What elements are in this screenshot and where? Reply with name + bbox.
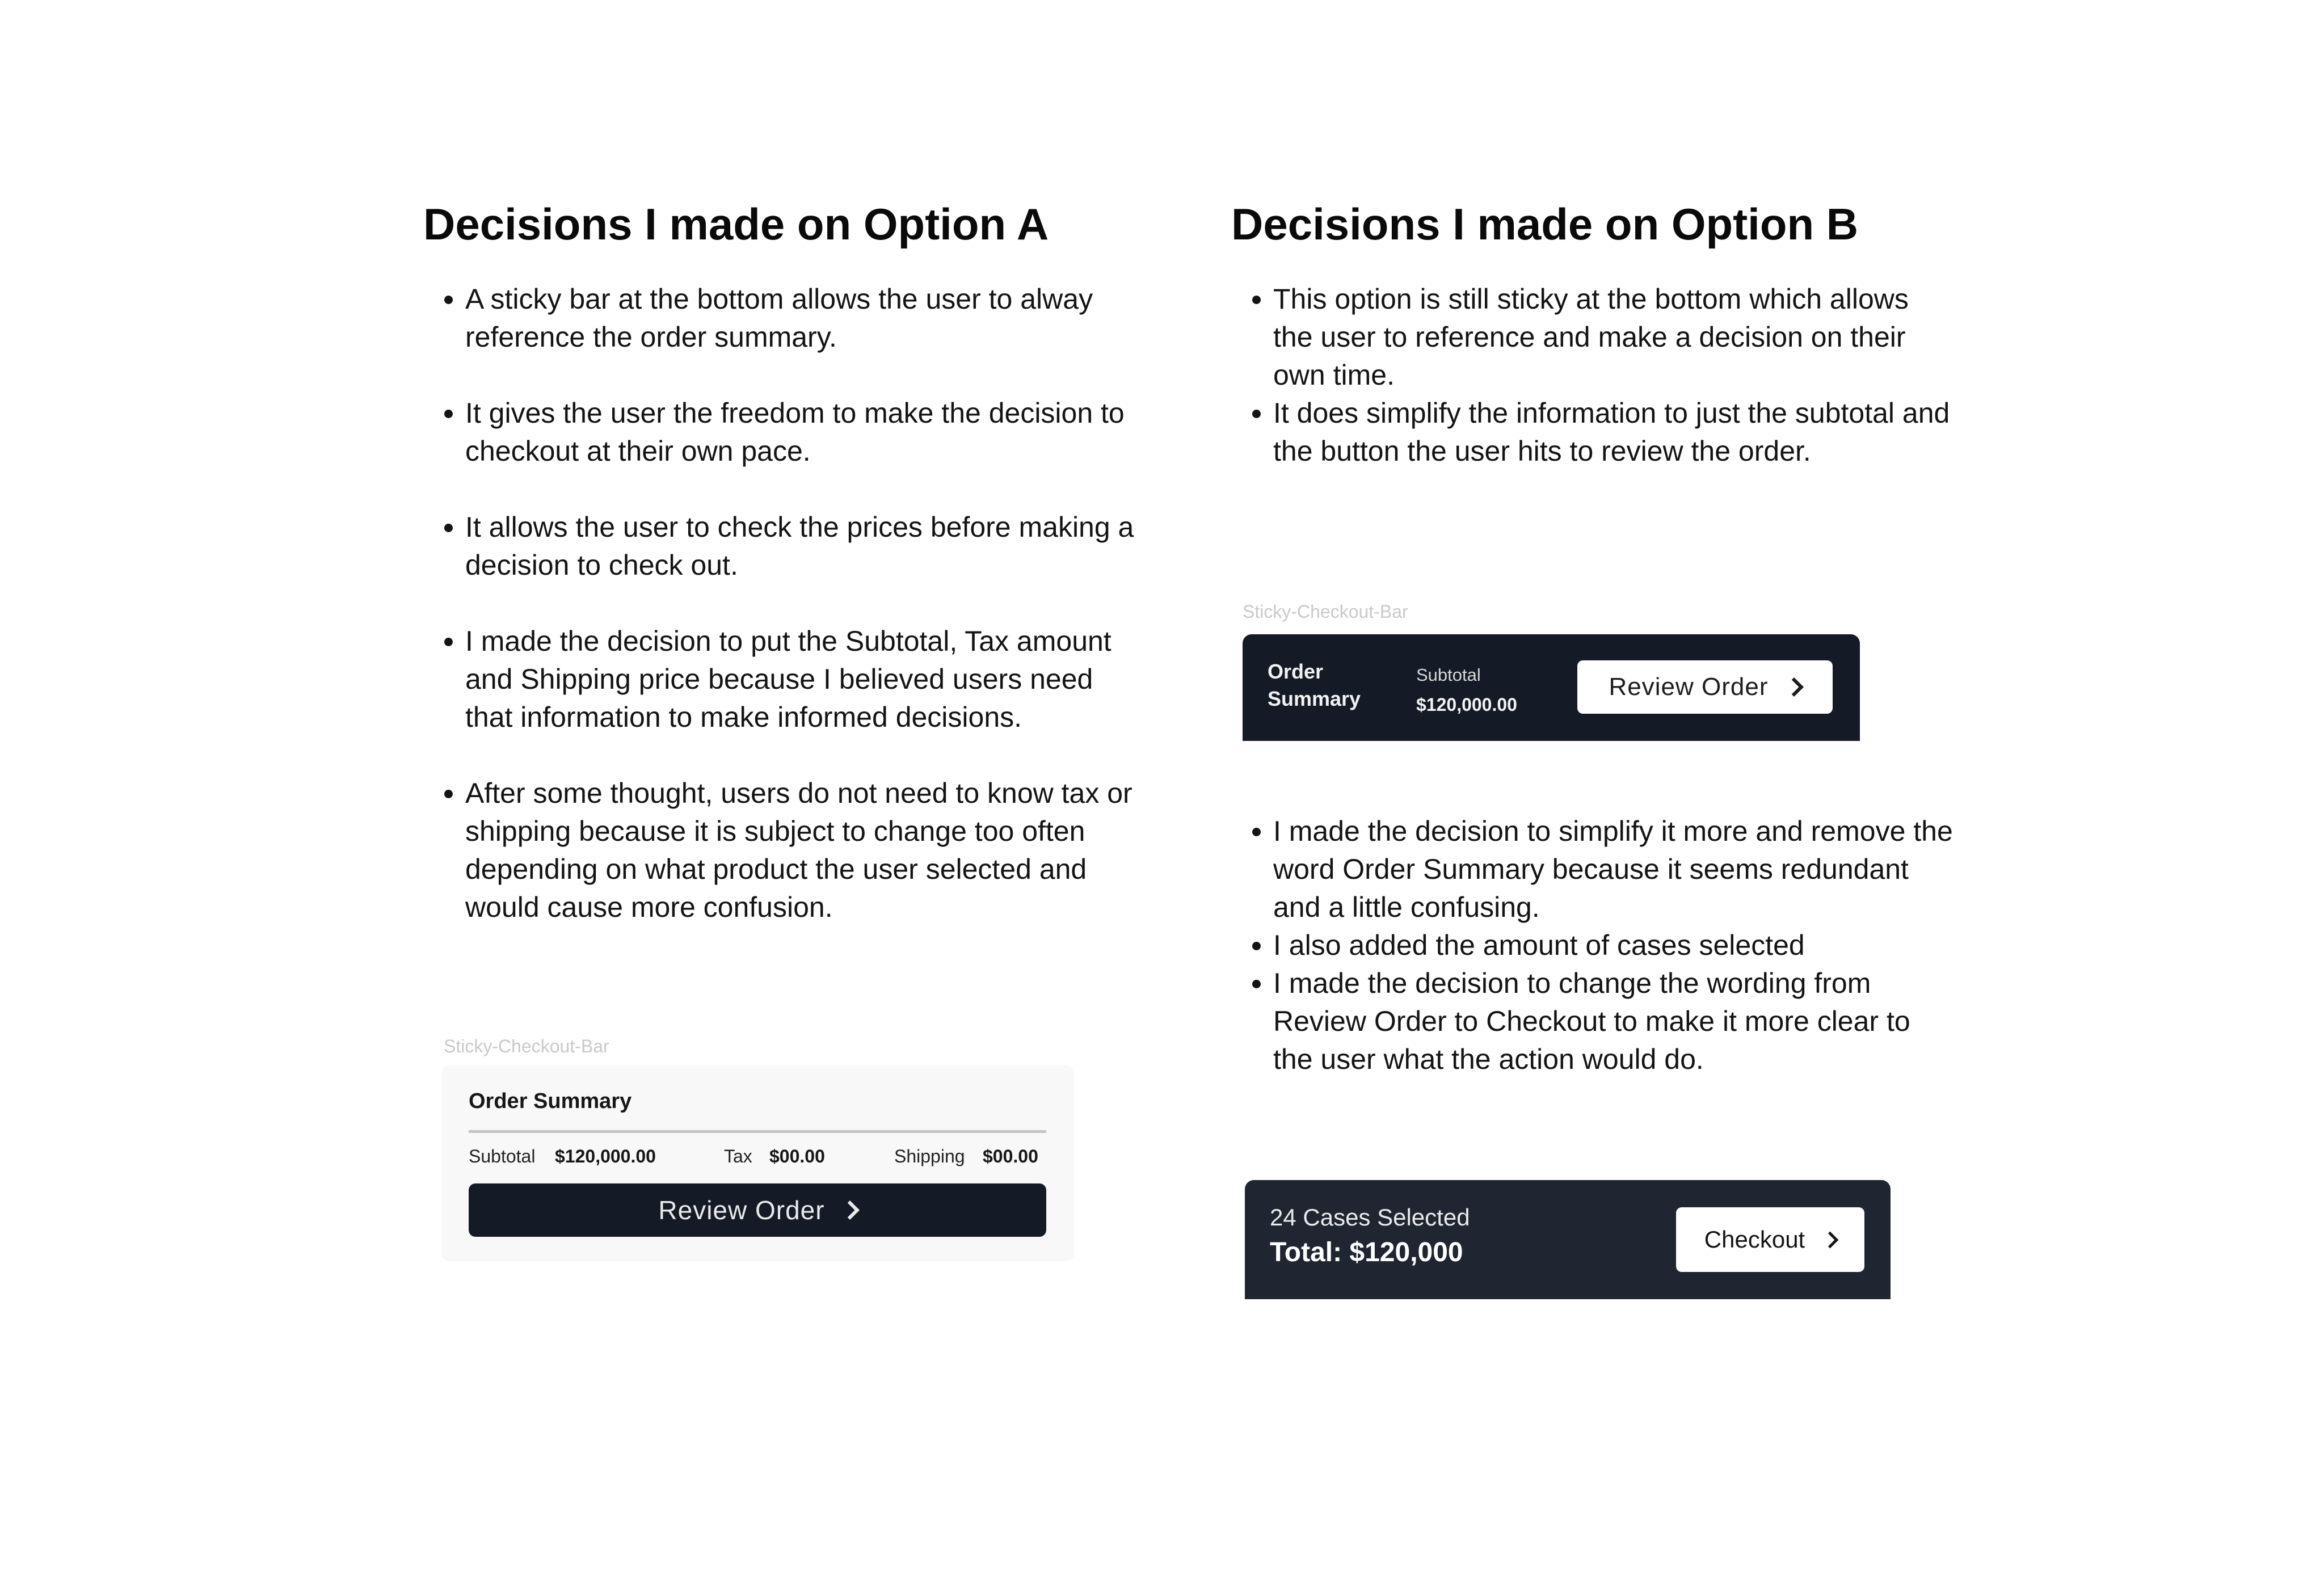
- list-item: • It does simplify the information to just the subtotal and the button the user hits to review the order.: [1273, 394, 1954, 470]
- list-item: • This option is still sticky at the bottom which allows the user to reference and make a decision on their own time.: [1273, 280, 1954, 394]
- list-item: • I made the decision to simplify it more and remove the word Order Summary because it seems redundant and a little confusing.: [1273, 812, 1954, 926]
- subtotal-label: Subtotal: [469, 1146, 536, 1166]
- review-order-button-label: Review Order: [658, 1195, 825, 1225]
- list-item: • It gives the user the freedom to make the decision to checkout at their own pace.: [465, 394, 1135, 470]
- list-item: • After some thought, users do not need to know tax or shipping because it is subject to change too often depending on what product the user selected and would cause more confusion.: [465, 774, 1135, 926]
- order-summary-title: [1268, 658, 1361, 713]
- order-summary-line2: Summary: [1268, 687, 1361, 710]
- review-order-button[interactable]: [1577, 660, 1833, 714]
- chevron-right-icon: [1822, 1231, 1839, 1248]
- list-item: • It allows the user to check the prices before making a decision to check out.: [465, 508, 1135, 584]
- tax-label: Tax: [724, 1146, 752, 1166]
- list-item: • I also added the amount of cases selected: [1273, 926, 1954, 964]
- option-a-sticky-checkout-bar: [441, 1065, 1074, 1261]
- subtotal-label: Subtotal: [1416, 665, 1481, 685]
- shipping-label: Shipping: [894, 1146, 965, 1166]
- checkout-button[interactable]: [1676, 1207, 1864, 1272]
- option-b-bullet-list-bottom: [1232, 812, 1954, 1079]
- list-item: • I made the decision to change the wording from Review Order to Checkout to make it more clear to the user what the action would do.: [1273, 964, 1954, 1079]
- list-item: • I made the decision to put the Subtotal, Tax amount and Shipping price because I believed users need that information to make informed decisions.: [465, 622, 1135, 736]
- order-summary-title: Order Summary: [469, 1089, 632, 1113]
- order-summary-line1: Order: [1268, 660, 1324, 683]
- chevron-right-icon: [1785, 677, 1804, 697]
- option-a-bullet-list: [424, 280, 1135, 926]
- review-order-button[interactable]: [469, 1183, 1046, 1237]
- subtotal-value: $120,000.00: [555, 1146, 656, 1166]
- option-b-checkout-bar: [1245, 1180, 1891, 1299]
- option-b-heading: Decisions I made on Option B: [1231, 199, 1859, 249]
- divider: [469, 1130, 1046, 1133]
- checkout-button-label: Checkout: [1704, 1226, 1805, 1253]
- chevron-right-icon: [840, 1200, 860, 1220]
- option-b-sticky-checkout-bar: [1243, 634, 1860, 741]
- shipping-value: $00.00: [983, 1146, 1038, 1166]
- review-order-button-label: Review Order: [1609, 673, 1769, 701]
- option-b-bullet-list-top: [1232, 280, 1954, 470]
- list-item: • A sticky bar at the bottom allows the user to alway reference the order summary.: [465, 280, 1135, 356]
- option-b-component-label: Sticky-Checkout-Bar: [1243, 601, 1408, 622]
- total-amount: Total: $120,000: [1270, 1237, 1463, 1267]
- cases-selected: 24 Cases Selected: [1270, 1204, 1470, 1231]
- option-a-heading: Decisions I made on Option A: [423, 199, 1049, 249]
- tax-value: $00.00: [769, 1146, 825, 1166]
- option-a-component-label: Sticky-Checkout-Bar: [444, 1036, 609, 1056]
- subtotal-value: $120,000.00: [1416, 694, 1517, 715]
